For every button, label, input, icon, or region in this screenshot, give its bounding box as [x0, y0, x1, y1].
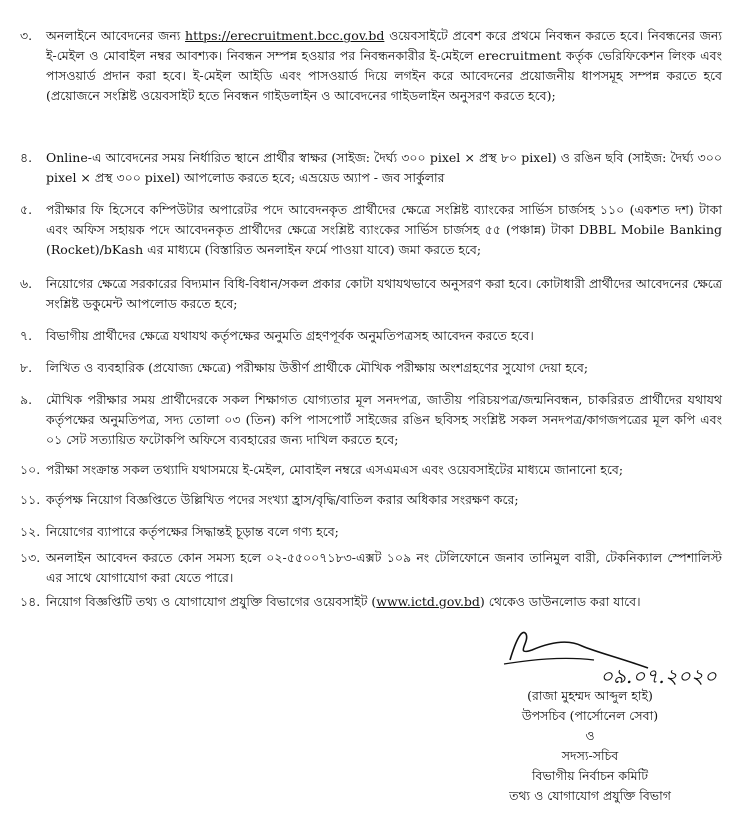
- signer-role: সদস্য-সচিব: [561, 748, 619, 763]
- item-text: লিখিত ও ব্যবহারিক (প্রযোজ্য ক্ষেত্রে) পরীক্ষায় উত্তীর্ণ প্রার্থীকে মৌখিক পরীক্ষায় অংশগ্রহণের সুযোগ দেয়া হবে;: [46, 360, 589, 375]
- list-item: [20, 390, 736, 450]
- list-item: [20, 592, 736, 612]
- signature-date: ০৯.০৭.২০২০: [600, 664, 717, 688]
- item-text-pre: অনলাইনে আবেদনের জন্য: [46, 28, 186, 43]
- item-number: ৩.: [20, 28, 33, 43]
- item-number: ১২.: [20, 524, 41, 539]
- item-number: ৮.: [20, 360, 33, 375]
- item-number: ১০.: [20, 462, 41, 477]
- signer-division: তথ্য ও যোগাযোগ প্রযুক্তি বিভাগ: [509, 788, 671, 803]
- item-number: ১১.: [20, 492, 41, 507]
- item-text: Online-এ আবেদনের সময় নির্ধারিত স্থানে প্রার্থীর স্বাক্ষর (সাইজ: দৈর্ঘ্য ৩০০ pixel × প্রস্থ ৮০ pixel) ও রঙিন ছবি (সাইজ: দৈর্ঘ্য ৩০০ pixel × প্রস্থ ৩০০ pixel) আপলোড করতে হবে; এভ্রয়েড অ্যাপ - জব সার্কুলার: [46, 150, 722, 185]
- list-item: [20, 548, 736, 588]
- item-text-post: ) থেকেও ডাউনলোড করা যাবে।: [479, 594, 641, 609]
- list-item: [20, 200, 736, 260]
- item-text-pre: নিয়োগ বিজ্ঞপ্তিটি তথ্য ও যোগাযোগ প্রযুক্তি বিভাগের ওয়েবসাইট (: [46, 594, 377, 609]
- item-number: ৪.: [20, 150, 33, 165]
- list-item: [20, 274, 736, 314]
- item-text: কর্তৃপক্ষ নিয়োগ বিজ্ঞপ্তিতে উল্লিখিত পদের সংখ্যা হ্রাস/বৃদ্ধি/বাতিল করার অধিকার সংরক্ষণ করে;: [46, 492, 519, 507]
- item-number: ৬.: [20, 276, 33, 291]
- ictd-link[interactable]: www.ictd.gov.bd: [376, 594, 480, 609]
- list-item: [20, 490, 736, 510]
- list-item: [20, 26, 736, 106]
- signer-committee: বিভাগীয় নির্বাচন কমিটি: [531, 768, 649, 783]
- item-text: নিয়োগের ক্ষেত্রে সরকারের বিদ্যমান বিধি-বিধান/সকল প্রকার কোটা যথাযথভাবে অনুসরণ করা হবে। কোটাধারী প্রার্থীদের আবেদনের ক্ষেত্রে সংশ্লিষ্ট ডকুমেন্ট আপলোড করতে হবে;: [46, 276, 722, 311]
- item-text: [46, 26, 736, 106]
- signer-name: (রাজা মুহম্মদ আব্দুল হাই): [527, 688, 653, 703]
- list-item: [20, 522, 736, 542]
- item-text: বিভাগীয় প্রার্থীদের ক্ষেত্রে যথাযথ কর্তৃপক্ষের অনুমতি গ্রহণপূর্বক অনুমতিপত্রসহ আবেদন করতে হবে।: [46, 328, 534, 343]
- item-number: ১৪.: [20, 594, 41, 609]
- signer-conjunction: ও: [585, 728, 595, 743]
- item-number: ১৩.: [20, 550, 41, 565]
- item-number: ৭.: [20, 328, 33, 343]
- item-text: [46, 592, 736, 612]
- item-text: পরীক্ষার ফি হিসেবে কম্পিউটার অপারেটর পদে আবেদনকৃত প্রার্থীদের ক্ষেত্রে সংশ্লিষ্ট ব্যাংকের সার্ভিস চার্জসহ ১১০ (একশত দশ) টাকা এবং অফিস সহায়ক পদে আবেদনকৃত প্রার্থীদের ক্ষেত্রে সংশ্লিষ্ট ব্যাংকের সার্ভিস চার্জসহ ৫৫ (পঞ্চান্ন) টাকা DBBL Mobile Banking (Rocket)/bKash এর মাধ্যমে (বিস্তারিত অনলাইন ফর্মে পাওয়া যাবে) জমা করতে হবে;: [46, 202, 722, 257]
- item-text: পরীক্ষা সংক্রান্ত সকল তথ্যাদি যথাসময়ে ই-মেইল, মোবাইল নম্বরে এসএমএস এবং ওয়েবসাইটের মাধ্যমে জানানো হবে;: [46, 462, 624, 477]
- list-item: [20, 358, 736, 378]
- item-number: ৫.: [20, 202, 33, 217]
- list-item: [20, 326, 736, 346]
- item-text: অনলাইন আবেদন করতে কোন সমস্য হলে ০২-৫৫০০৭১৮৩-এক্সট ১০৯ নং টেলিফোনে জনাব তানিমুল বারী, টেকনিক্যাল স্পেশালিস্ট এর সাথে যোগাযোগ করা যেতে পারে।: [46, 550, 722, 585]
- item-text: মৌখিক পরীক্ষার সময় প্রার্থীদেরকে সকল শিক্ষাগত যোগ্যতার মূল সনদপত্র, জাতীয় পরিচয়পত্র/জন্মনিবন্ধন, চাকরিরত প্রার্থীদের যথাযথ কর্তৃপক্ষের অনুমতিপত্র, সদ্য তোলা ০৩ (তিন) কপি পাসপোর্ট সাইজের রঙিন ছবিসহ সংশ্লিষ্ট সকল সনদপত্র/কাগজপত্রের মূল কপি এবং ০১ সেট সত্যায়িত ফটোকপি অফিসে ব্যবহারের জন্য দাখিল করতে হবে;: [46, 392, 722, 447]
- signer-title: উপসচিব (পার্সোনেল সেবা): [521, 708, 659, 723]
- item-text-post: ওয়েবসাইটে প্রবেশ করে প্রথমে নিবন্ধন করতে হবে। নিবন্ধনের জন্য ই-মেইল ও মোবাইল নম্বর আবশ্যক। নিবন্ধন সম্পন্ন হওয়ার পর নিবন্ধনকারীর ই-মেইলে erecruitment কর্তৃক ভেরিফিকেশন লিংক এবং পাসওয়ার্ড প্রদান করা হবে। ই-মেইল আইডি এবং পাসওয়ার্ড দিয়ে লগইন করে আবেদনের প্রয়োজনীয় ধাপসমূহ সম্পন্ন করতে হবে (প্রয়োজনে সংশ্লিষ্ট ওয়েবসাইট হতে নিবন্ধন গাইডলাইন ও আবেদনের গাইডলাইন অনুসরণ করতে হবে);: [46, 28, 722, 103]
- item-number: ৯.: [20, 392, 33, 407]
- list-item: [20, 148, 736, 188]
- erecruitment-link[interactable]: https://erecruitment.bcc.gov.bd: [185, 28, 385, 43]
- item-text: নিয়োগের ব্যাপারে কর্তৃপক্ষের সিদ্ধান্তই চূড়ান্ত বলে গণ্য হবে;: [46, 524, 339, 539]
- list-item: [20, 460, 736, 480]
